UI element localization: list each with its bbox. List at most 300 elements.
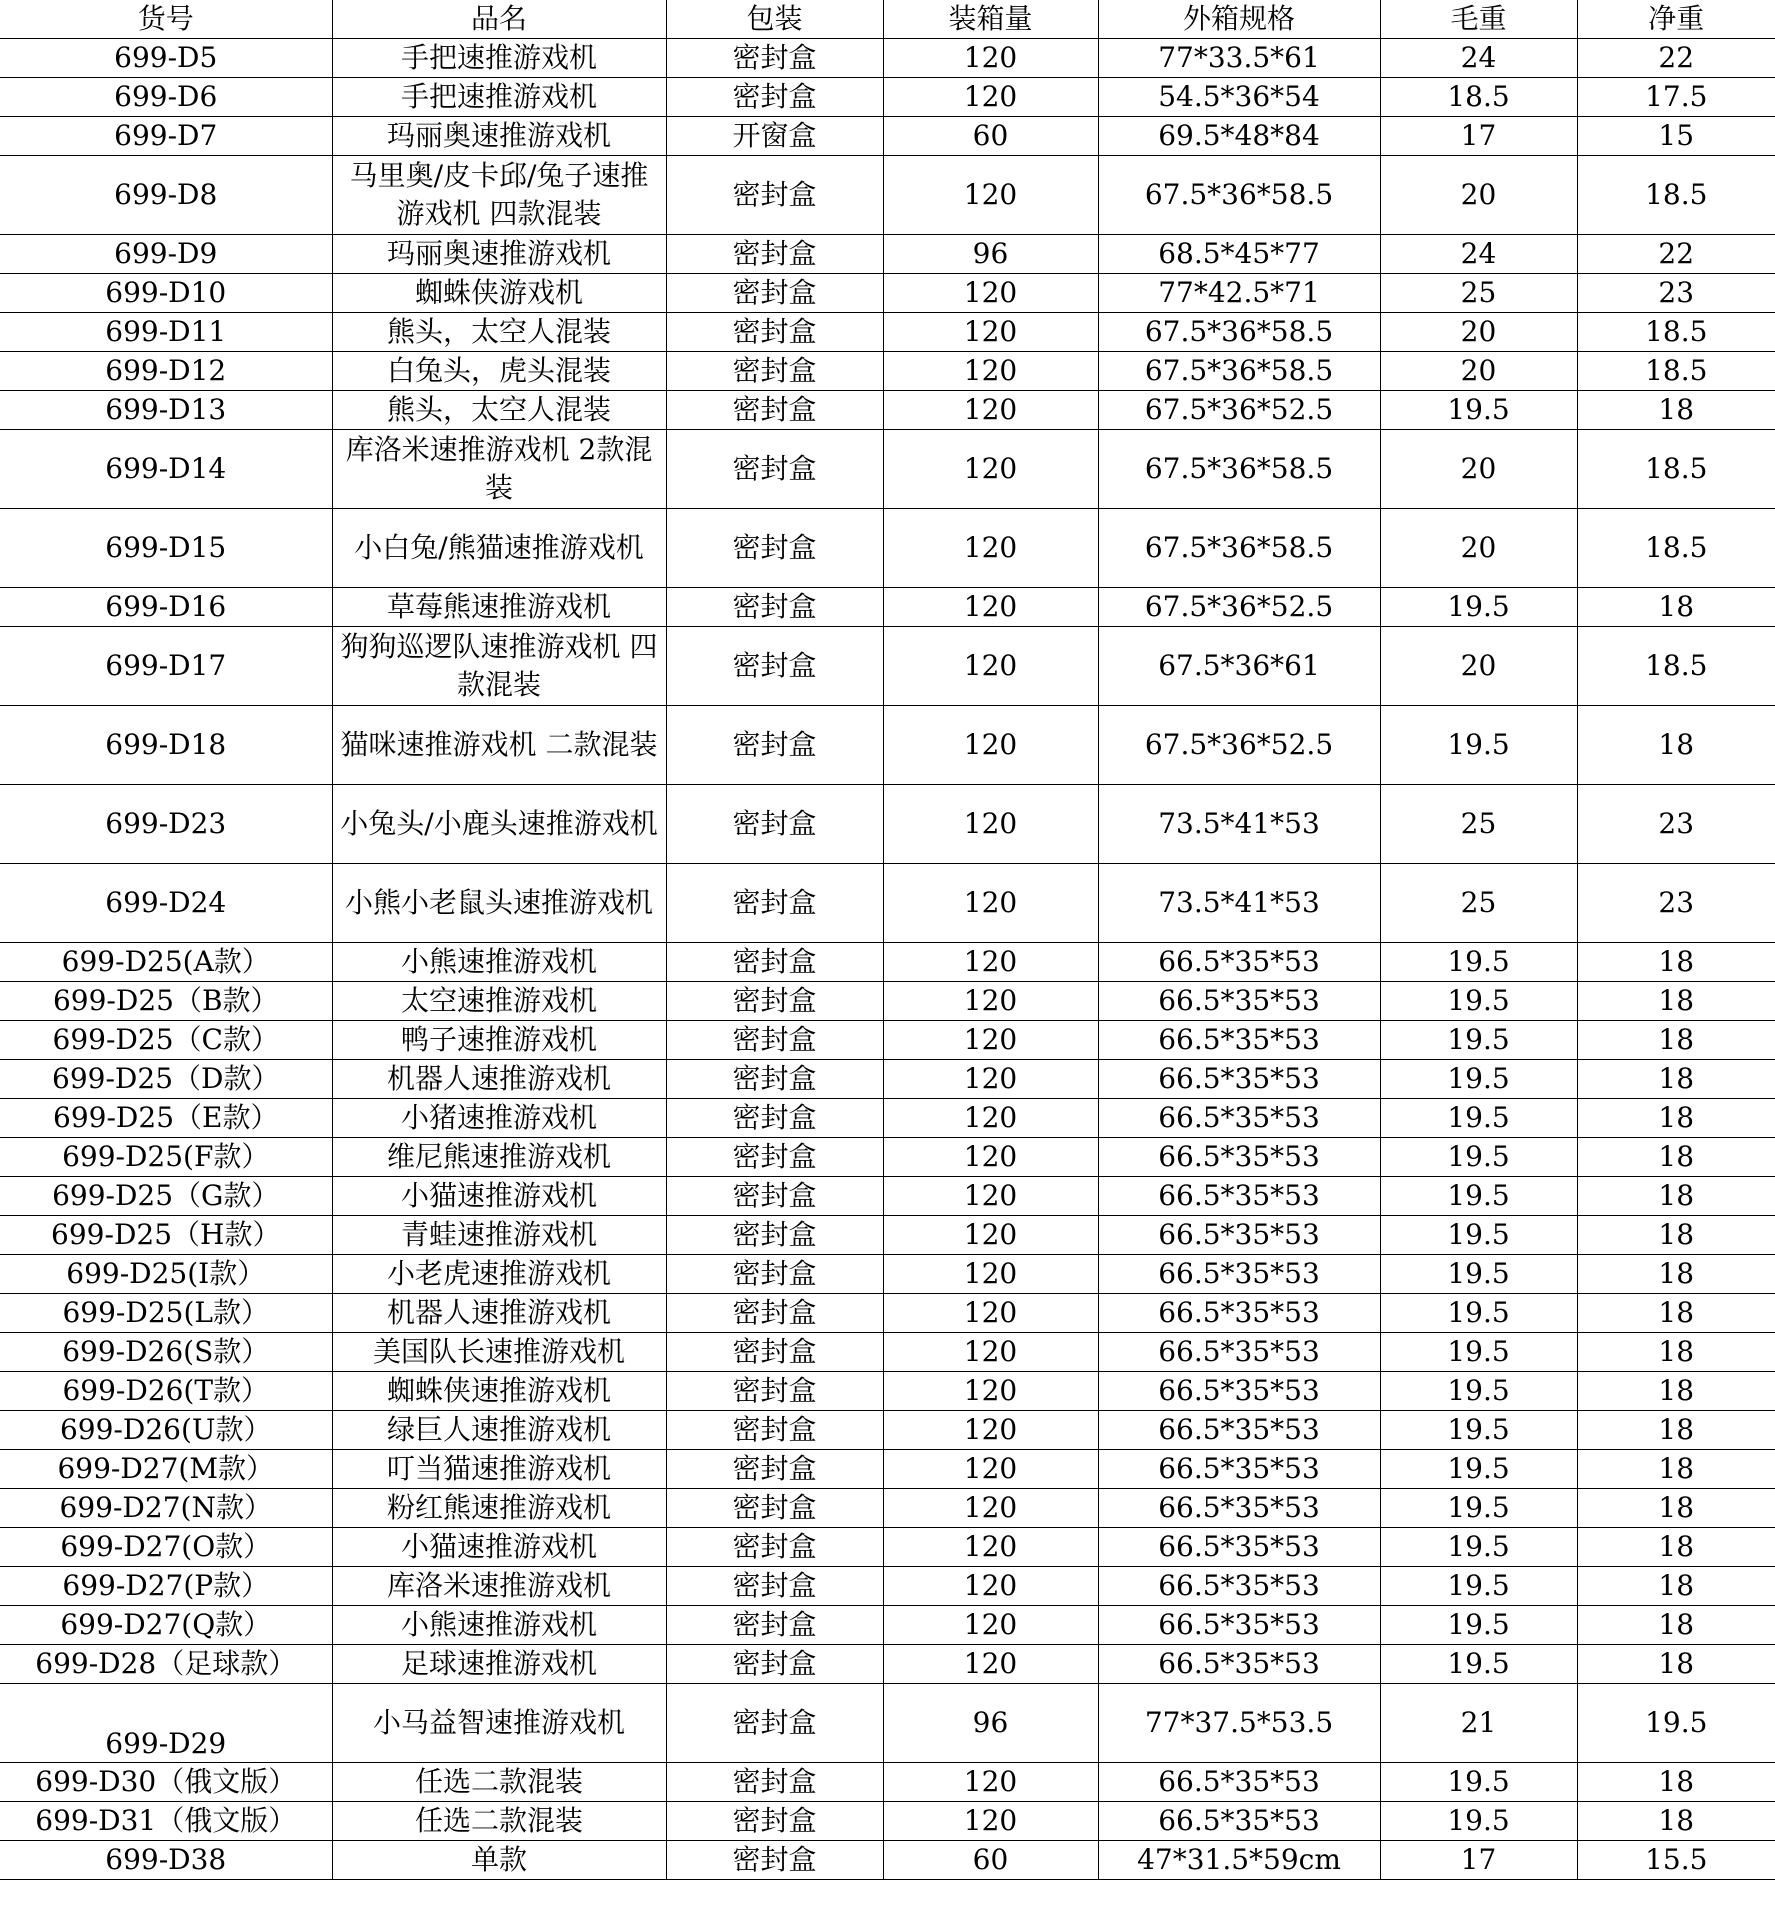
cell-gross-weight: 25 [1380, 785, 1577, 864]
cell-gross-weight: 19.5 [1380, 588, 1577, 627]
cell-name: 任选二款混装 [332, 1802, 666, 1841]
cell-qty: 120 [883, 1802, 1098, 1841]
table-row [0, 352, 1775, 391]
cell-name: 库洛米速推游戏机 2款混装 [332, 430, 666, 509]
cell-qty: 120 [883, 982, 1098, 1021]
table-row [0, 1763, 1775, 1802]
cell-code: 699-D26(U款） [0, 1411, 332, 1450]
cell-net-weight: 18 [1577, 1177, 1775, 1216]
table-row [0, 1411, 1775, 1450]
cell-pack: 密封盒 [666, 943, 883, 982]
cell-code: 699-D25(I款） [0, 1255, 332, 1294]
cell-gross-weight: 19.5 [1380, 1606, 1577, 1645]
cell-spec: 66.5*35*53 [1098, 1606, 1380, 1645]
cell-net-weight: 18 [1577, 1450, 1775, 1489]
cell-name: 蜘蛛侠游戏机 [332, 274, 666, 313]
cell-gross-weight: 19.5 [1380, 1021, 1577, 1060]
cell-gross-weight: 19.5 [1380, 1567, 1577, 1606]
cell-gross-weight: 17 [1380, 117, 1577, 156]
cell-net-weight: 18 [1577, 1372, 1775, 1411]
cell-gross-weight: 19.5 [1380, 1802, 1577, 1841]
cell-qty: 120 [883, 864, 1098, 943]
cell-gross-weight: 19.5 [1380, 982, 1577, 1021]
cell-spec: 68.5*45*77 [1098, 235, 1380, 274]
cell-net-weight: 18 [1577, 1255, 1775, 1294]
cell-qty: 120 [883, 1333, 1098, 1372]
cell-spec: 66.5*35*53 [1098, 1177, 1380, 1216]
cell-spec: 73.5*41*53 [1098, 864, 1380, 943]
cell-net-weight: 23 [1577, 274, 1775, 313]
cell-code: 699-D6 [0, 78, 332, 117]
cell-net-weight: 18.5 [1577, 352, 1775, 391]
cell-qty: 120 [883, 391, 1098, 430]
cell-spec: 54.5*36*54 [1098, 78, 1380, 117]
cell-pack: 密封盒 [666, 1021, 883, 1060]
table-row [0, 156, 1775, 235]
table-row [0, 1684, 1775, 1763]
header-qty: 装箱量 [883, 0, 1098, 39]
cell-qty: 120 [883, 1645, 1098, 1684]
cell-name: 维尼熊速推游戏机 [332, 1138, 666, 1177]
header-gross: 毛重 [1380, 0, 1577, 39]
cell-code: 699-D9 [0, 235, 332, 274]
cell-qty: 120 [883, 78, 1098, 117]
cell-spec: 66.5*35*53 [1098, 1645, 1380, 1684]
cell-qty: 120 [883, 943, 1098, 982]
cell-name: 熊头，太空人混装 [332, 391, 666, 430]
cell-code: 699-D16 [0, 588, 332, 627]
cell-qty: 120 [883, 1216, 1098, 1255]
cell-qty: 120 [883, 1528, 1098, 1567]
cell-pack: 密封盒 [666, 313, 883, 352]
cell-gross-weight: 19.5 [1380, 1255, 1577, 1294]
table-row [0, 430, 1775, 509]
cell-qty: 120 [883, 1099, 1098, 1138]
cell-net-weight: 18 [1577, 1489, 1775, 1528]
cell-name: 白兔头，虎头混装 [332, 352, 666, 391]
cell-name: 任选二款混装 [332, 1763, 666, 1802]
cell-spec: 77*33.5*61 [1098, 39, 1380, 78]
cell-gross-weight: 24 [1380, 39, 1577, 78]
cell-gross-weight: 19.5 [1380, 1763, 1577, 1802]
cell-net-weight: 18 [1577, 943, 1775, 982]
cell-code: 699-D38 [0, 1841, 332, 1880]
cell-code: 699-D27(M款） [0, 1450, 332, 1489]
cell-qty: 120 [883, 1372, 1098, 1411]
cell-pack: 密封盒 [666, 1255, 883, 1294]
cell-gross-weight: 19.5 [1380, 1645, 1577, 1684]
cell-pack: 密封盒 [666, 1372, 883, 1411]
cell-pack: 密封盒 [666, 1411, 883, 1450]
cell-name: 太空速推游戏机 [332, 982, 666, 1021]
cell-spec: 69.5*48*84 [1098, 117, 1380, 156]
cell-pack: 密封盒 [666, 1333, 883, 1372]
table-row [0, 1489, 1775, 1528]
cell-net-weight: 18 [1577, 1216, 1775, 1255]
cell-qty: 120 [883, 588, 1098, 627]
cell-name: 熊头，太空人混装 [332, 313, 666, 352]
cell-qty: 120 [883, 1763, 1098, 1802]
cell-code: 699-D27(O款） [0, 1528, 332, 1567]
cell-pack: 密封盒 [666, 1645, 883, 1684]
cell-code: 699-D27(N款） [0, 1489, 332, 1528]
cell-qty: 60 [883, 1841, 1098, 1880]
cell-name: 玛丽奥速推游戏机 [332, 235, 666, 274]
cell-qty: 120 [883, 156, 1098, 235]
cell-gross-weight: 20 [1380, 352, 1577, 391]
cell-pack: 开窗盒 [666, 117, 883, 156]
table-row [0, 509, 1775, 588]
cell-net-weight: 18 [1577, 1099, 1775, 1138]
cell-net-weight: 18 [1577, 1138, 1775, 1177]
cell-pack: 密封盒 [666, 1177, 883, 1216]
cell-pack: 密封盒 [666, 1060, 883, 1099]
cell-name: 小兔头/小鹿头速推游戏机 [332, 785, 666, 864]
table-row [0, 1528, 1775, 1567]
cell-code: 699-D8 [0, 156, 332, 235]
cell-pack: 密封盒 [666, 1528, 883, 1567]
cell-gross-weight: 19.5 [1380, 1372, 1577, 1411]
table-row [0, 1802, 1775, 1841]
table-row [0, 1841, 1775, 1880]
cell-gross-weight: 19.5 [1380, 1450, 1577, 1489]
cell-spec: 66.5*35*53 [1098, 1021, 1380, 1060]
cell-pack: 密封盒 [666, 430, 883, 509]
table-row [0, 706, 1775, 785]
cell-pack: 密封盒 [666, 588, 883, 627]
cell-code: 699-D26(S款） [0, 1333, 332, 1372]
table-row [0, 1450, 1775, 1489]
cell-gross-weight: 19.5 [1380, 1333, 1577, 1372]
cell-net-weight: 18 [1577, 1411, 1775, 1450]
cell-qty: 120 [883, 1450, 1098, 1489]
cell-gross-weight: 19.5 [1380, 1099, 1577, 1138]
cell-pack: 密封盒 [666, 1489, 883, 1528]
cell-code: 699-D5 [0, 39, 332, 78]
table-row [0, 1294, 1775, 1333]
cell-code: 699-D26(T款） [0, 1372, 332, 1411]
cell-spec: 47*31.5*59cm [1098, 1841, 1380, 1880]
cell-qty: 120 [883, 1255, 1098, 1294]
cell-spec: 66.5*35*53 [1098, 1528, 1380, 1567]
cell-gross-weight: 19.5 [1380, 1489, 1577, 1528]
cell-code: 699-D10 [0, 274, 332, 313]
cell-gross-weight: 25 [1380, 864, 1577, 943]
table-row [0, 274, 1775, 313]
cell-net-weight: 18 [1577, 1021, 1775, 1060]
cell-name: 手把速推游戏机 [332, 39, 666, 78]
cell-qty: 120 [883, 39, 1098, 78]
cell-net-weight: 18 [1577, 588, 1775, 627]
cell-code: 699-D25（E款） [0, 1099, 332, 1138]
cell-gross-weight: 20 [1380, 156, 1577, 235]
cell-spec: 66.5*35*53 [1098, 1411, 1380, 1450]
cell-pack: 密封盒 [666, 274, 883, 313]
cell-spec: 73.5*41*53 [1098, 785, 1380, 864]
cell-name: 小熊速推游戏机 [332, 943, 666, 982]
table-row [0, 1333, 1775, 1372]
cell-gross-weight: 19.5 [1380, 1060, 1577, 1099]
cell-qty: 120 [883, 1138, 1098, 1177]
cell-code: 699-D27(Q款） [0, 1606, 332, 1645]
cell-code: 699-D25(A款） [0, 943, 332, 982]
table-row [0, 982, 1775, 1021]
cell-qty: 120 [883, 706, 1098, 785]
cell-pack: 密封盒 [666, 156, 883, 235]
header-pack: 包装 [666, 0, 883, 39]
cell-name: 小马益智速推游戏机 [332, 1684, 666, 1763]
cell-code: 699-D30（俄文版） [0, 1763, 332, 1802]
cell-net-weight: 19.5 [1577, 1684, 1775, 1763]
table-row [0, 78, 1775, 117]
cell-name: 美国队长速推游戏机 [332, 1333, 666, 1372]
cell-qty: 120 [883, 509, 1098, 588]
table-row [0, 391, 1775, 430]
cell-code: 699-D25（B款） [0, 982, 332, 1021]
cell-pack: 密封盒 [666, 785, 883, 864]
cell-gross-weight: 19.5 [1380, 706, 1577, 785]
table-row [0, 1177, 1775, 1216]
cell-code: 699-D17 [0, 627, 332, 706]
cell-net-weight: 22 [1577, 39, 1775, 78]
cell-code: 699-D13 [0, 391, 332, 430]
table-row [0, 785, 1775, 864]
header-net: 净重 [1577, 0, 1775, 39]
cell-spec: 66.5*35*53 [1098, 1138, 1380, 1177]
cell-gross-weight: 19.5 [1380, 1294, 1577, 1333]
cell-gross-weight: 19.5 [1380, 1411, 1577, 1450]
cell-gross-weight: 20 [1380, 313, 1577, 352]
cell-spec: 67.5*36*61 [1098, 627, 1380, 706]
cell-code: 699-D7 [0, 117, 332, 156]
table-row [0, 588, 1775, 627]
cell-name: 小猫速推游戏机 [332, 1177, 666, 1216]
table-row [0, 627, 1775, 706]
cell-spec: 66.5*35*53 [1098, 1060, 1380, 1099]
cell-pack: 密封盒 [666, 509, 883, 588]
cell-spec: 66.5*35*53 [1098, 1099, 1380, 1138]
cell-code: 699-D25（C款） [0, 1021, 332, 1060]
cell-gross-weight: 19.5 [1380, 391, 1577, 430]
cell-code: 699-D14 [0, 430, 332, 509]
cell-name: 小熊速推游戏机 [332, 1606, 666, 1645]
cell-name: 玛丽奥速推游戏机 [332, 117, 666, 156]
cell-spec: 77*37.5*53.5 [1098, 1684, 1380, 1763]
cell-code: 699-D25（G款） [0, 1177, 332, 1216]
cell-net-weight: 23 [1577, 864, 1775, 943]
cell-qty: 120 [883, 313, 1098, 352]
table-row [0, 1372, 1775, 1411]
cell-code: 699-D25(F款） [0, 1138, 332, 1177]
cell-net-weight: 18 [1577, 706, 1775, 785]
cell-name: 草莓熊速推游戏机 [332, 588, 666, 627]
cell-gross-weight: 20 [1380, 430, 1577, 509]
cell-spec: 67.5*36*58.5 [1098, 313, 1380, 352]
cell-gross-weight: 19.5 [1380, 1138, 1577, 1177]
cell-net-weight: 15 [1577, 117, 1775, 156]
table-row [0, 864, 1775, 943]
cell-gross-weight: 17 [1380, 1841, 1577, 1880]
cell-spec: 66.5*35*53 [1098, 1489, 1380, 1528]
cell-pack: 密封盒 [666, 982, 883, 1021]
table-row [0, 1645, 1775, 1684]
cell-gross-weight: 19.5 [1380, 1528, 1577, 1567]
header-spec: 外箱规格 [1098, 0, 1380, 39]
cell-spec: 66.5*35*53 [1098, 982, 1380, 1021]
cell-pack: 密封盒 [666, 706, 883, 785]
cell-net-weight: 18.5 [1577, 313, 1775, 352]
cell-code: 699-D27(P款） [0, 1567, 332, 1606]
cell-net-weight: 18 [1577, 1802, 1775, 1841]
cell-name: 手把速推游戏机 [332, 78, 666, 117]
cell-spec: 66.5*35*53 [1098, 1763, 1380, 1802]
cell-name: 叮当猫速推游戏机 [332, 1450, 666, 1489]
cell-net-weight: 18.5 [1577, 509, 1775, 588]
cell-code: 699-D31（俄文版） [0, 1802, 332, 1841]
cell-qty: 96 [883, 1684, 1098, 1763]
cell-net-weight: 15.5 [1577, 1841, 1775, 1880]
cell-spec: 67.5*36*58.5 [1098, 352, 1380, 391]
table-row [0, 39, 1775, 78]
cell-code: 699-D28（足球款） [0, 1645, 332, 1684]
cell-spec: 66.5*35*53 [1098, 1255, 1380, 1294]
cell-qty: 120 [883, 1294, 1098, 1333]
cell-net-weight: 18.5 [1577, 627, 1775, 706]
cell-spec: 67.5*36*58.5 [1098, 430, 1380, 509]
cell-qty: 120 [883, 1177, 1098, 1216]
cell-spec: 67.5*36*58.5 [1098, 509, 1380, 588]
cell-name: 狗狗巡逻队速推游戏机 四款混装 [332, 627, 666, 706]
cell-pack: 密封盒 [666, 1802, 883, 1841]
cell-spec: 66.5*35*53 [1098, 1450, 1380, 1489]
table-row [0, 1060, 1775, 1099]
cell-name: 蜘蛛侠速推游戏机 [332, 1372, 666, 1411]
cell-name: 足球速推游戏机 [332, 1645, 666, 1684]
table-row [0, 1567, 1775, 1606]
cell-gross-weight: 19.5 [1380, 1177, 1577, 1216]
cell-net-weight: 22 [1577, 235, 1775, 274]
table-row [0, 117, 1775, 156]
cell-pack: 密封盒 [666, 864, 883, 943]
cell-gross-weight: 18.5 [1380, 78, 1577, 117]
cell-spec: 66.5*35*53 [1098, 943, 1380, 982]
cell-net-weight: 18 [1577, 1606, 1775, 1645]
cell-net-weight: 18 [1577, 1763, 1775, 1802]
table-row [0, 1255, 1775, 1294]
cell-qty: 120 [883, 1021, 1098, 1060]
cell-spec: 67.5*36*52.5 [1098, 706, 1380, 785]
cell-qty: 120 [883, 430, 1098, 509]
cell-spec: 66.5*35*53 [1098, 1372, 1380, 1411]
cell-code: 699-D29 [0, 1684, 332, 1763]
cell-pack: 密封盒 [666, 1606, 883, 1645]
cell-code: 699-D23 [0, 785, 332, 864]
cell-name: 猫咪速推游戏机 二款混装 [332, 706, 666, 785]
cell-name: 单款 [332, 1841, 666, 1880]
cell-gross-weight: 24 [1380, 235, 1577, 274]
cell-qty: 120 [883, 1489, 1098, 1528]
header-code: 货号 [0, 0, 332, 39]
cell-spec: 66.5*35*53 [1098, 1802, 1380, 1841]
cell-qty: 120 [883, 274, 1098, 313]
table-row [0, 1138, 1775, 1177]
cell-code: 699-D25(L款） [0, 1294, 332, 1333]
cell-pack: 密封盒 [666, 1567, 883, 1606]
cell-code: 699-D25（H款） [0, 1216, 332, 1255]
cell-net-weight: 18.5 [1577, 430, 1775, 509]
cell-net-weight: 17.5 [1577, 78, 1775, 117]
cell-name: 小猪速推游戏机 [332, 1099, 666, 1138]
cell-code: 699-D11 [0, 313, 332, 352]
cell-gross-weight: 20 [1380, 627, 1577, 706]
table-row [0, 1216, 1775, 1255]
cell-net-weight: 18.5 [1577, 156, 1775, 235]
cell-spec: 66.5*35*53 [1098, 1216, 1380, 1255]
cell-name: 小猫速推游戏机 [332, 1528, 666, 1567]
cell-net-weight: 18 [1577, 1060, 1775, 1099]
cell-net-weight: 18 [1577, 1333, 1775, 1372]
cell-pack: 密封盒 [666, 235, 883, 274]
cell-name: 小白兔/熊猫速推游戏机 [332, 509, 666, 588]
cell-name: 马里奥/皮卡邱/兔子速推游戏机 四款混装 [332, 156, 666, 235]
table-row [0, 235, 1775, 274]
cell-qty: 120 [883, 785, 1098, 864]
cell-gross-weight: 21 [1380, 1684, 1577, 1763]
cell-net-weight: 18 [1577, 1294, 1775, 1333]
cell-gross-weight: 25 [1380, 274, 1577, 313]
header-name: 品名 [332, 0, 666, 39]
table-row [0, 943, 1775, 982]
cell-qty: 120 [883, 1606, 1098, 1645]
cell-pack: 密封盒 [666, 1684, 883, 1763]
cell-name: 机器人速推游戏机 [332, 1060, 666, 1099]
cell-gross-weight: 19.5 [1380, 943, 1577, 982]
cell-name: 小老虎速推游戏机 [332, 1255, 666, 1294]
cell-name: 粉红熊速推游戏机 [332, 1489, 666, 1528]
cell-pack: 密封盒 [666, 627, 883, 706]
cell-spec: 66.5*35*53 [1098, 1294, 1380, 1333]
cell-net-weight: 18 [1577, 1567, 1775, 1606]
cell-spec: 67.5*36*58.5 [1098, 156, 1380, 235]
cell-gross-weight: 20 [1380, 509, 1577, 588]
table-row [0, 1099, 1775, 1138]
cell-spec: 66.5*35*53 [1098, 1567, 1380, 1606]
cell-pack: 密封盒 [666, 1763, 883, 1802]
cell-pack: 密封盒 [666, 352, 883, 391]
cell-pack: 密封盒 [666, 1294, 883, 1333]
cell-name: 青蛙速推游戏机 [332, 1216, 666, 1255]
cell-qty: 120 [883, 1567, 1098, 1606]
cell-name: 库洛米速推游戏机 [332, 1567, 666, 1606]
cell-pack: 密封盒 [666, 1216, 883, 1255]
cell-spec: 66.5*35*53 [1098, 1333, 1380, 1372]
cell-qty: 120 [883, 352, 1098, 391]
table-row [0, 313, 1775, 352]
cell-pack: 密封盒 [666, 391, 883, 430]
header-row [0, 0, 1775, 39]
cell-qty: 120 [883, 1411, 1098, 1450]
cell-code: 699-D15 [0, 509, 332, 588]
cell-pack: 密封盒 [666, 1099, 883, 1138]
cell-qty: 96 [883, 235, 1098, 274]
cell-code: 699-D24 [0, 864, 332, 943]
cell-net-weight: 18 [1577, 1645, 1775, 1684]
table-row [0, 1021, 1775, 1060]
cell-code: 699-D18 [0, 706, 332, 785]
cell-pack: 密封盒 [666, 78, 883, 117]
cell-net-weight: 18 [1577, 982, 1775, 1021]
cell-code: 699-D25（D款） [0, 1060, 332, 1099]
